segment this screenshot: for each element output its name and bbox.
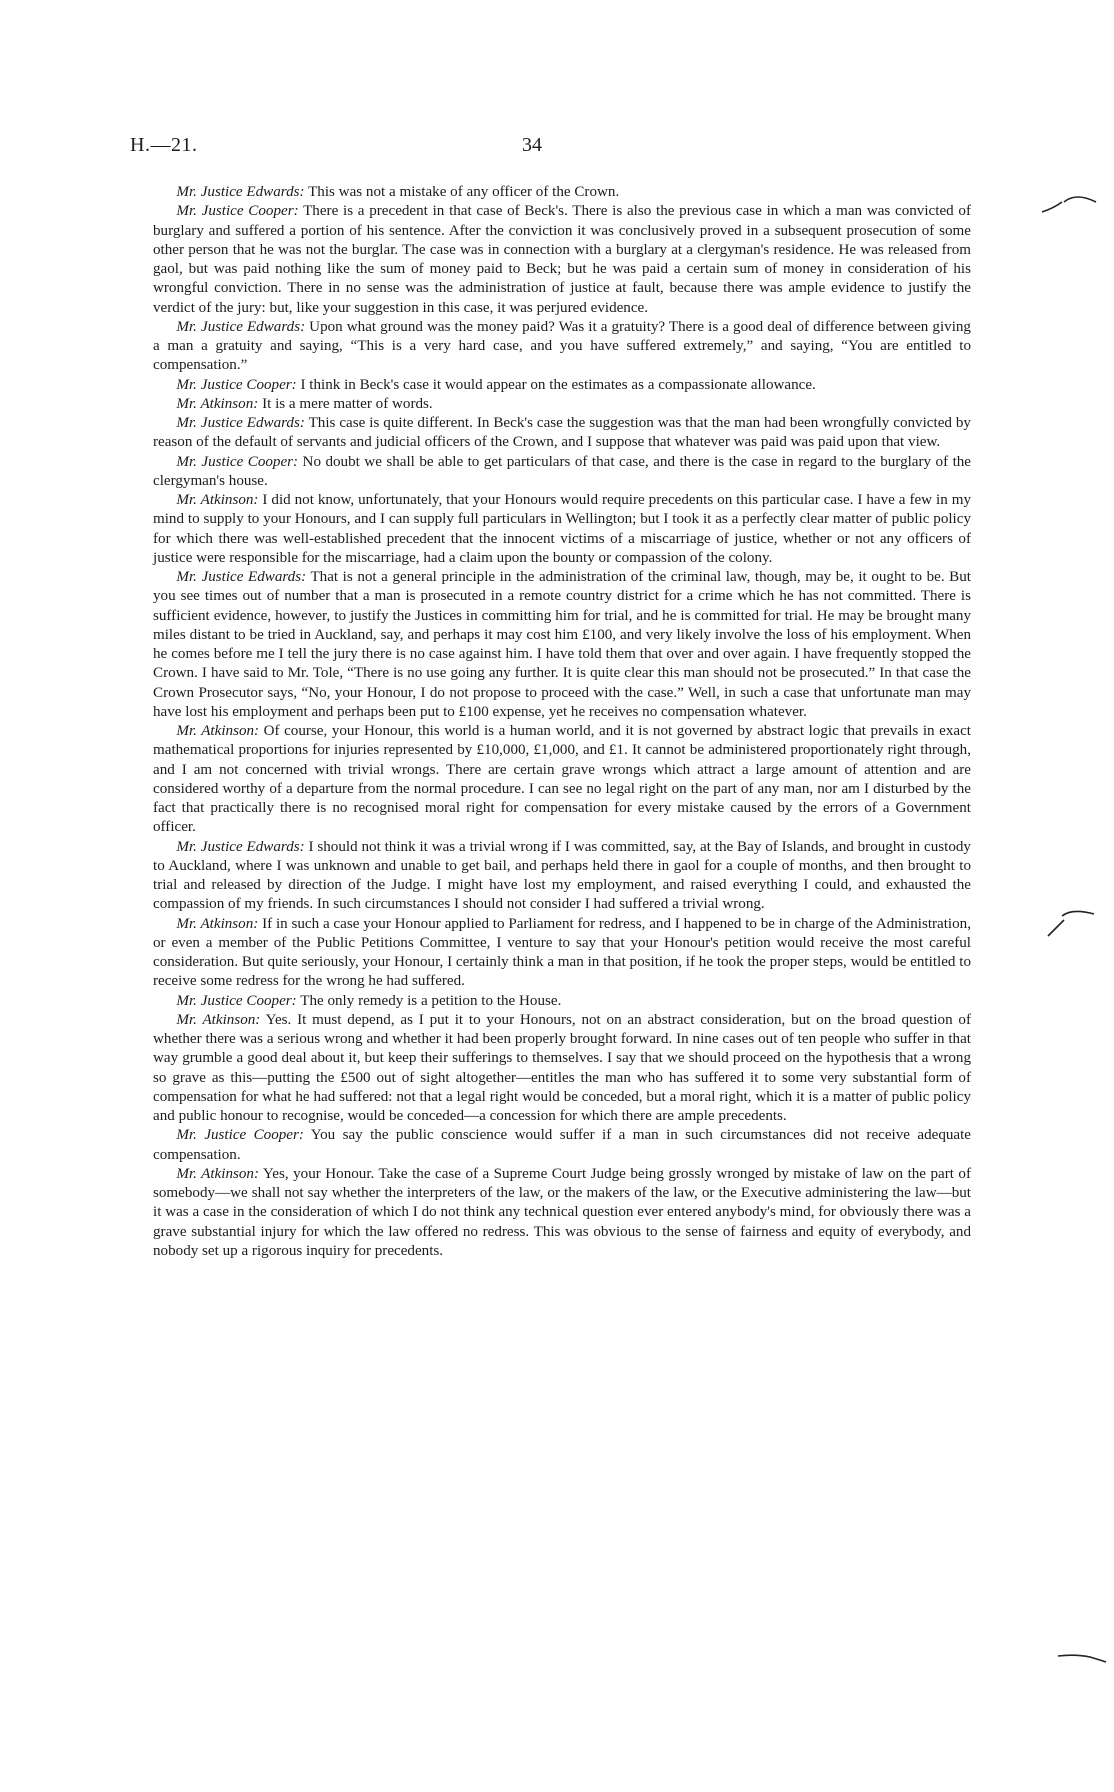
page-number: 34 — [522, 134, 542, 156]
speaker-label: Mr. Justice Cooper: — [176, 992, 297, 1009]
margin-pencil-mark-3 — [1056, 1650, 1108, 1666]
transcript-paragraph — [153, 318, 971, 376]
paragraph-text: I should not think it was a trivial wrong if I was committed, say, at the Bay of Islands, and brought in custody to Auckland, where I was unknown and unable to get bail, and perhaps held there in gaol for a couple of months, and then brought to trial and released by direction of the Judge. I might have lost my employment, and raised everything I could, and exhausted the compassion of my friends. In such circumstances I should not consider I had suffered a trivial wrong. — [153, 838, 971, 913]
paragraph-text: You say the public conscience would suffer if a man in such circumstances did not receive adequate compensation. — [153, 1127, 972, 1163]
paragraph-text: I did not know, unfortunately, that your Honours would require precedents on this particular case. I have a few in my mind to supply to your Honours, and I can supply full particulars in Wellington; but I took it as a perfectly clear matter of public policy for which there was well-established precedent that the innocent victims of a miscarriage of justice, whether or not any officers of justice were responsible for the miscarriage, had a claim upon the bounty or compassion of the colony. — [153, 492, 971, 566]
transcript-body — [153, 183, 971, 1261]
transcript-paragraph — [153, 183, 971, 202]
paragraph-text: This was not a mistake of any officer of the Crown. — [308, 184, 620, 200]
speaker-label: Mr. Justice Edwards: — [176, 415, 305, 431]
paragraph-text: Upon what ground was the money paid? Was it a gratuity? There is a good deal of difference between giving a man a gratuity and saying, “This is a very hard case, and you have suffered extremely,” and saying, “You are entitled to compensation.” — [153, 318, 971, 374]
transcript-paragraph — [153, 722, 971, 838]
paragraph-text: This case is quite different. In Beck's case the suggestion was that the man had been wrongfully convicted by reason of the default of servants and judicial officers of the Crown, and I suppose that whatever was paid was paid upon that view. — [153, 415, 971, 451]
paragraph-text: The only remedy is a petition to the House. — [300, 992, 562, 1009]
speaker-label: Mr. Justice Edwards: — [176, 838, 305, 855]
transcript-paragraph — [153, 453, 971, 492]
speaker-label: Mr. Atkinson: — [176, 723, 260, 739]
paragraph-text: It is a mere matter of words. — [262, 395, 433, 412]
transcript-paragraph — [153, 992, 971, 1011]
parliamentary-paper-reference: H.—21. — [130, 134, 198, 156]
speaker-label: Mr. Atkinson: — [176, 1165, 259, 1182]
speaker-label: Mr. Atkinson: — [176, 395, 259, 412]
speaker-label: Mr. Justice Edwards: — [176, 569, 307, 585]
paragraph-text: If in such a case your Honour applied to Parliament for redress, and I happened to be in charge of the Administration, or even a member of the Public Petitions Committee, I venture to say that your Honour's petition would receive the most careful consideration. But quite seriously, your Honour, I certainly think a man in that position, if he took the proper steps, would be entitled to receive some redress for the wrong he had suffered. — [153, 915, 971, 990]
margin-pencil-mark-1 — [1040, 190, 1100, 220]
margin-pencil-mark-2 — [1044, 906, 1100, 942]
speaker-label: Mr. Atkinson: — [176, 1011, 261, 1028]
transcript-paragraph — [153, 1011, 971, 1127]
paragraph-text: There is a precedent in that case of Beck's. There is also the previous case in which a man was convicted of burglary and suffered a portion of his sentence. After the conviction it was conclusively proved in a subsequent prosecution of some other person that he was not the burglar. The case was in connection with a burglary at a clergyman's residence. He was released from gaol, but was paid nothing like the sum of money paid to Beck; but he was paid a certain sum of money in consideration of his wrongful conviction. There in no sense was the administration of justice at fault, because there was ample evidence to justify the verdict of the jury: but, like your suggestion in this case, it was perjured evidence. — [153, 203, 971, 316]
transcript-paragraph — [153, 414, 971, 453]
transcript-paragraph — [153, 1126, 971, 1165]
speaker-label: Mr. Justice Edwards: — [176, 318, 306, 335]
speaker-label: Mr. Atkinson: — [176, 492, 259, 508]
transcript-paragraph — [153, 915, 971, 992]
transcript-paragraph — [153, 376, 971, 395]
speaker-label: Mr. Justice Cooper: — [176, 453, 299, 470]
transcript-paragraph — [153, 491, 971, 568]
transcript-paragraph — [153, 838, 971, 915]
speaker-label: Mr. Justice Cooper: — [176, 1127, 304, 1144]
transcript-paragraph — [153, 202, 971, 318]
paragraph-text: Yes, your Honour. Take the case of a Supreme Court Judge being grossly wronged by mistake of law on the part of somebody—we shall not say whether the interpreters of the law, or the makers of the law, or the Executive administering the law—but it was a case in the consideration of which I do not think any technical question ever entered anybody's mind, for obviously there was a grave substantial injury for which the law offered no redress. This was obvious to the sense of fairness and equity of everybody, and nobody set up a rigorous inquiry for precedents. — [153, 1165, 971, 1259]
transcript-paragraph — [153, 568, 971, 722]
transcript-paragraph — [153, 1165, 971, 1261]
speaker-label: Mr. Justice Cooper: — [176, 203, 299, 220]
speaker-label: Mr. Atkinson: — [176, 915, 259, 932]
transcript-paragraph — [153, 395, 971, 414]
speaker-label: Mr. Justice Edwards: — [176, 184, 305, 200]
paragraph-text: That is not a general principle in the administration of the criminal law, though, may be, it ought to be. But you see times out of number that a man is prosecuted in a remote country district for a crime which he has not committed. There is sufficient evidence, however, to justify the Justices in committing him for trial, and he is committed for trial. He may be brought many miles distant to be tried in Auckland, say, and perhaps it may cost him £100, and very likely involve the loss of his employment. When he comes before me I tell the jury there is no case against him. I have told them that over and over again. I have frequently stopped the Crown. I have said to Mr. Tole, “There is no use going any further. It is quite clear this man should not be prosecuted.” In that case the Crown Prosecutor says, “No, your Honour, I do not propose to proceed with the case.” Well, in such a case that unfortunate man may have lost his employment and perhaps been put to £100 expense, yet he receives no compensation whatever. — [153, 569, 971, 720]
paragraph-text: Of course, your Honour, this world is a human world, and it is not governed by abstract logic that prevails in exact mathematical proportions for injuries represented by £10,000, £1,000, and £1. It cannot be administered proportionately right through, and I am not concerned with trivial wrongs. There are certain grave wrongs which attract a large amount of attention and are considered worthy of a departure from the normal procedure. I can see no legal right on the part of any man, nor am I disturbed by the fact that practically there is no recognised moral right for compensation for every mistake caused by the errors of a Government officer. — [153, 723, 971, 836]
speaker-label: Mr. Justice Cooper: — [176, 376, 297, 393]
paragraph-text: I think in Beck's case it would appear on the estimates as a compassionate allowance. — [300, 376, 816, 393]
paragraph-text: Yes. It must depend, as I put it to your Honours, not on an abstract consideration, but on the broad question of whether there was a serious wrong and whether it had been properly brought forward. In nine cases out of ten people who suffer in that way grumble a good deal about it, but keep their sufferings to themselves. I say that we should proceed on the hypothesis that a wrong so grave as this—putting the £500 out of sight altogether—entitles the man who has suffered it to some very substantial form of compensation for what he had suffered: not that a legal right would be conceded, but a moral right, which it is a matter of public policy and public honour to recognise, would be conceded—a concession for which there are ample precedents. — [153, 1011, 971, 1124]
page-header — [130, 134, 980, 162]
paragraph-text: No doubt we shall be able to get particulars of that case, and there is the case in regard to the burglary of the clergyman's house. — [153, 453, 972, 489]
